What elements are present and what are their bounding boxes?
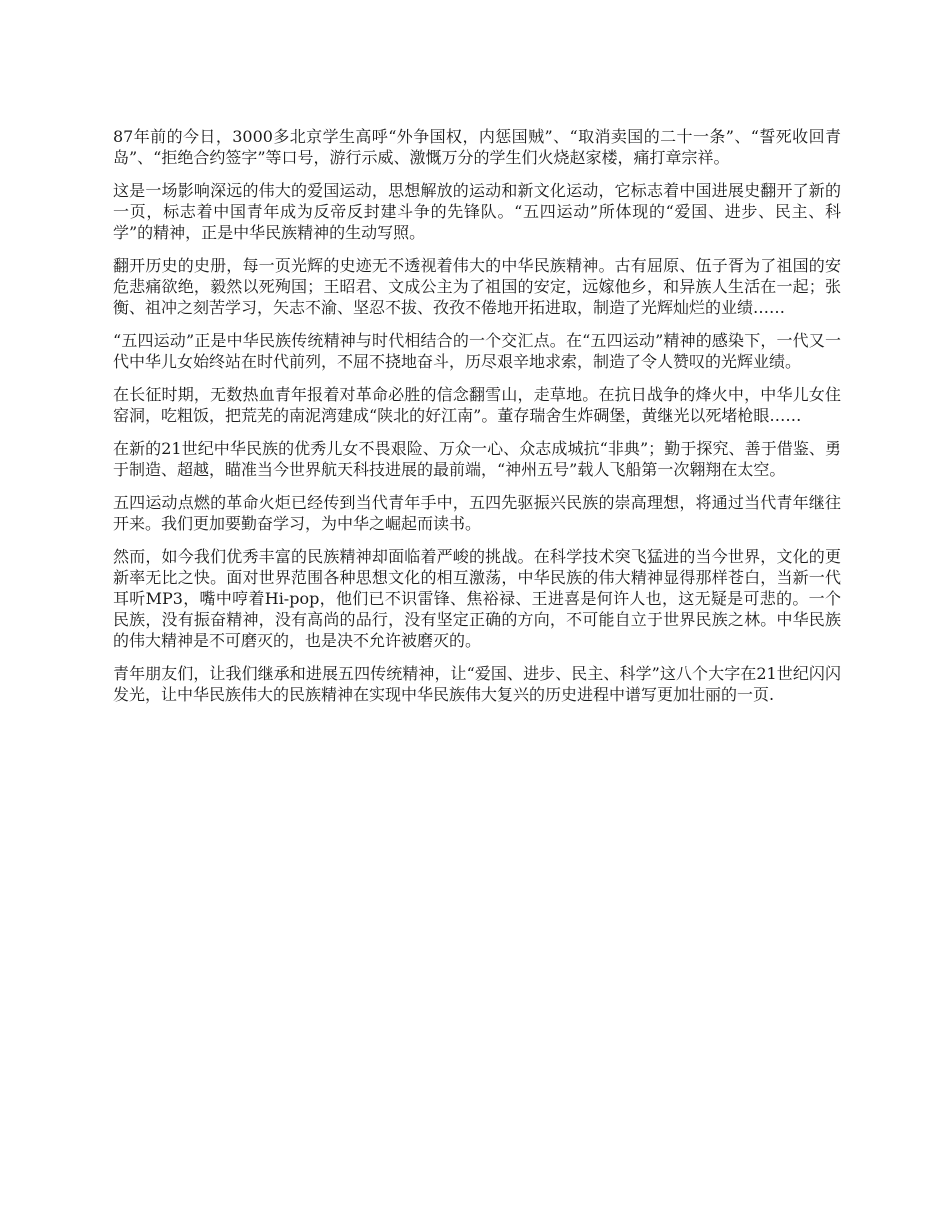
paragraph: 这是一场影响深远的伟大的爱国运动，思想解放的运动和新文化运动，它标志着中国进展史翻开了新的一页，标志着中国青年成为反帝反封建斗争的先锋队。“五四运动”所体现的“爱国、进步、民主、科学”的精神，正是中华民族精神的生动写照。 <box>113 181 841 242</box>
document-body <box>113 126 841 717</box>
paragraph: 87年前的今日，3000多北京学生高呼“外争国权，内惩国贼”、“取消卖国的二十一条”、“誓死收回青岛”、“拒绝合约签字”等口号，游行示威、激慨万分的学生们火烧赵家楼，痛打章宗祥。 <box>113 127 841 167</box>
paragraph: 青年朋友们，让我们继承和进展五四传统精神，让“爱国、进步、民主、科学”这八个大字在21世纪闪闪发光，让中华民族伟大的民族精神在实现中华民族伟大复兴的历史进程中谱写更加壮丽的一页. <box>113 664 841 704</box>
paragraph: 在长征时期，无数热血青年报着对革命必胜的信念翻雪山，走草地。在抗日战争的烽火中，中华儿女住窑洞，吃粗饭，把荒芜的南泥湾建成“陕北的好江南”。董存瑞舍生炸碉堡，黄继光以死堵枪眼…… <box>113 385 841 425</box>
paragraph: 在新的21世纪中华民族的优秀儿女不畏艰险、万众一心、众志成城抗“非典”；勤于探究、善于借鉴、勇于制造、超越，瞄准当今世界航天科技进展的最前端，“神州五号”载人飞船第一次翱翔在太空。 <box>113 439 841 479</box>
paragraph: 五四运动点燃的革命火炬已经传到当代青年手中，五四先驱振兴民族的崇高理想，将通过当代青年继往开来。我们更加要勤奋学习，为中华之崛起而读书。 <box>113 493 841 533</box>
paragraph: 翻开历史的史册，每一页光辉的史迹无不透视着伟大的中华民族精神。古有屈原、伍子胥为了祖国的安危悲痛欲绝，毅然以死殉国；王昭君、文成公主为了祖国的安定，远嫁他乡，和异族人生活在一起；张衡、祖冲之刻苦学习，矢志不渝、坚忍不拔、孜孜不倦地开拓进取，制造了光辉灿烂的业绩…… <box>113 256 841 317</box>
paragraph: “五四运动”正是中华民族传统精神与时代相结合的一个交汇点。在“五四运动”精神的感染下，一代又一代中华儿女始终站在时代前列，不屈不挠地奋斗，历尽艰辛地求索，制造了令人赞叹的光辉业绩。 <box>113 331 841 371</box>
paragraph: 然而，如今我们优秀丰富的民族精神却面临着严峻的挑战。在科学技术突飞猛进的当今世界，文化的更新率无比之快。面对世界范围各种思想文化的相互激荡，中华民族的伟大精神显得那样苍白，当新一代耳听MP3，嘴中哼着Hi-pop，他们已不识雷锋、焦裕禄、王进喜是何许人也，这无疑是可悲的。一个民族，没有振奋精神，没有高尚的品行，没有坚定正确的方向，不可能自立于世界民族之林。中华民族的伟大精神是不可磨灭的，也是决不允许被磨灭的。 <box>113 547 841 650</box>
